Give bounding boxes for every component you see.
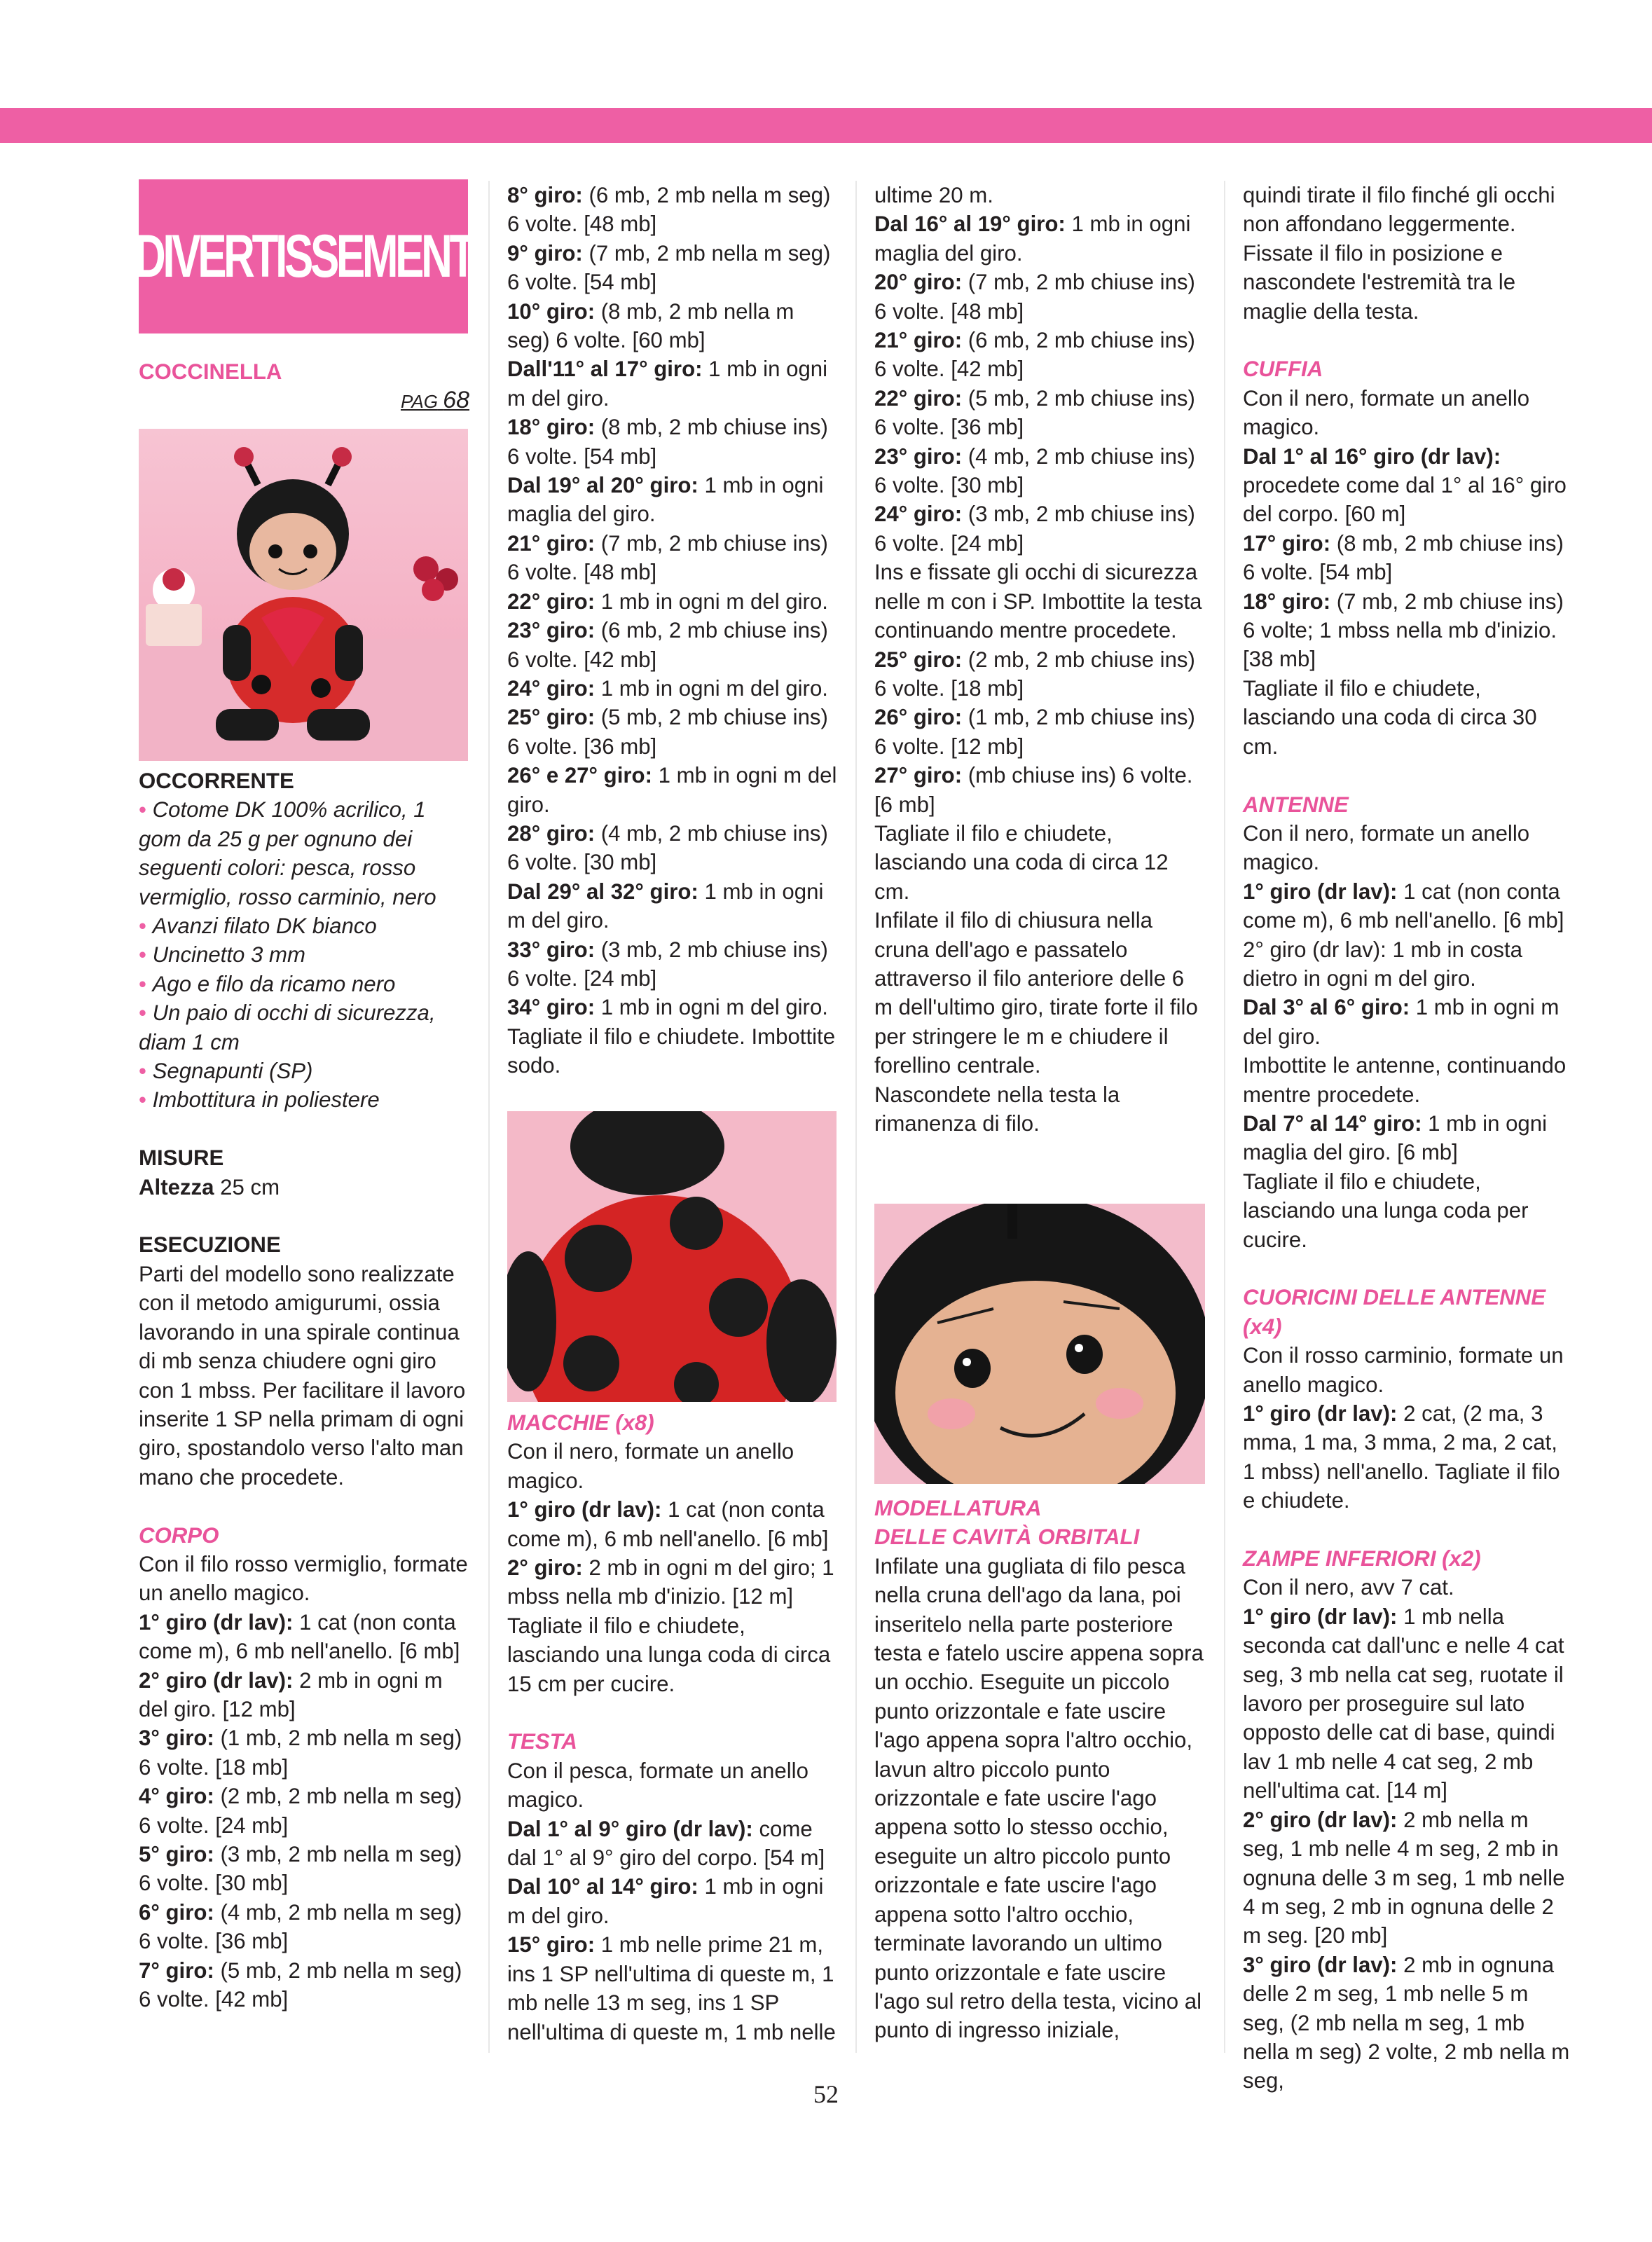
testa-mid-text: Ins e fissate gli occhi di sicurezza nelle m con i SP. Imbottite la testa continuando mentre procedete. xyxy=(874,560,1202,643)
testa-intro: Con il pesca, formate un anello magico. xyxy=(507,1758,808,1813)
testa-end-text: Nascondete nella testa la rimanenza di filo. xyxy=(874,1082,1120,1136)
material-item: • Cotome DK 100% acrilico, 1 gom da 25 g per ognuno dei seguenti colori: pesca, rosso vermiglio, rosso carminio, nero xyxy=(139,797,436,909)
heading-cuoricini: CUORICINI DELLE ANTENNE (x4) xyxy=(1243,1285,1546,1339)
column-2 xyxy=(507,181,838,1080)
antenne-intro: Con il nero, formate un anello magico. xyxy=(1243,820,1530,875)
cuoricini-intro: Con il rosso carminio, formate un anello magico. xyxy=(1243,1343,1564,1397)
instruction-row: Dall'11° al 17° giro: 1 mb in ogni m del giro. xyxy=(507,357,828,411)
heading-testa: TESTA xyxy=(507,1729,577,1754)
instruction-row: 17° giro: (8 mb, 2 mb chiuse ins) 6 volte. [54 mb] xyxy=(1243,530,1564,585)
instruction-row: 24° giro: (3 mb, 2 mb chiuse ins) 6 volte. [24 mb] xyxy=(874,502,1195,556)
material-item: • Segnapunti (SP) xyxy=(139,1059,313,1084)
instruction-row: 23° giro: (4 mb, 2 mb chiuse ins) 6 volte. [30 mb] xyxy=(874,443,1195,498)
instruction-row: 26° e 27° giro: 1 mb in ogni m del giro. xyxy=(507,763,837,817)
instruction-row: 22° giro: 1 mb in ogni m del giro. xyxy=(507,589,828,614)
instruction-row: 28° giro: (4 mb, 2 mb chiuse ins) 6 volte. [30 mb] xyxy=(507,820,828,875)
material-item: • Ago e filo da ricamo nero xyxy=(139,971,396,996)
column-divider xyxy=(1224,181,1225,2053)
instruction-row: 8° giro: (6 mb, 2 mb nella m seg) 6 volte. [48 mb] xyxy=(507,183,831,237)
antenne-end: Tagliate il filo e chiudete, lasciando una lunga coda per cucire. xyxy=(1243,1169,1529,1252)
instruction-row: Dal 3° al 6° giro: 1 mb in ogni m del giro. xyxy=(1243,995,1560,1049)
instruction-row: 24° giro: 1 mb in ogni m del giro. xyxy=(507,675,828,701)
top-pink-bar xyxy=(0,108,1652,143)
material-item: • Imbottitura in poliestere xyxy=(139,1087,380,1113)
macchie-end: Tagliate il filo e chiudete, lasciando una lunga coda di circa 15 cm per cucire. xyxy=(507,1613,831,1696)
heading-misure: MISURE xyxy=(139,1146,224,1171)
column-3 xyxy=(874,181,1205,1138)
testa-end-text: Tagliate il filo e chiudete, lasciando una coda di circa 12 cm. xyxy=(874,820,1169,904)
brand-box xyxy=(134,179,473,333)
modellatura-text: Infilate una gugliata di filo pesca nella cruna dell'ago da lana, poi inseritelo nella parte posteriore testa e fatelo uscire appena sopra un occhio. Eseguite un piccolo punto orizzontale e fate uscire l'ago appena sopra l'altro occhio, lavun altro piccolo punto orizzontale e fate uscire l'ago appena sotto lo stesso occhio, eseguite un altro piccolo punto orizzontale e fate uscire l'ago appena sotto l'altro occhio, terminate lavorando un ultimo punto orizzontale e fate uscire l'ago sul retro della testa, vicino al punto di ingresso iniziale, xyxy=(874,1553,1204,2043)
instruction-row: 23° giro: (6 mb, 2 mb chiuse ins) 6 volte. [42 mb] xyxy=(507,618,828,672)
material-item: • Uncinetto 3 mm xyxy=(139,942,305,968)
page-number: 52 xyxy=(813,2080,839,2108)
instruction-row: 1° giro (dr lav): 2 cat, (2 ma, 3 mma, 1 ma, 3 mma, 2 ma, 2 cat, 1 mbss) nell'anello. Tagliate il filo e chiudete. xyxy=(1243,1401,1560,1513)
instruction-row: 6° giro: (4 mb, 2 mb nella m seg) 6 volte. [36 mb] xyxy=(139,1899,462,1954)
ladybug-body-closeup-photo xyxy=(507,1111,837,1402)
instruction-row: 25° giro: (5 mb, 2 mb chiuse ins) 6 volte. [36 mb] xyxy=(507,705,828,759)
instruction-row: 7° giro: (5 mb, 2 mb nella m seg) 6 volte. [42 mb] xyxy=(139,1958,462,2012)
instruction-row: 1° giro (dr lav): 1 cat (non conta come m), 6 mb nell'anello. [6 mb] xyxy=(1243,879,1564,933)
column-3-lower xyxy=(874,1494,1205,2045)
page-reference: PAG 68 xyxy=(400,387,469,414)
instruction-row: Dal 1° al 16° giro (dr lav): procedete come dal 1° al 16° giro del corpo. [60 m] xyxy=(1243,443,1567,527)
column-4 xyxy=(1243,181,1574,2096)
instruction-row: Dal 1° al 9° giro (dr lav): come dal 1° al 9° giro del corpo. [54 m] xyxy=(507,1816,825,1871)
instruction-row: 3° giro (dr lav): 2 mb in ognuna delle 2 m seg, 1 mb nelle 5 m seg, (2 mb nella m seg, 1 mb nella m seg) 2 volte, 2 mb nella m seg, xyxy=(1243,1952,1570,2093)
macchie-intro: Con il nero, formate un anello magico. xyxy=(507,1439,794,1493)
heading-modellatura: MODELLATURA DELLE CAVITÀ ORBITALI xyxy=(874,1496,1140,1550)
column-divider xyxy=(855,181,857,2053)
ladybug-amigurumi-photo xyxy=(139,429,468,761)
instruction-row: 2° giro: 2 mb in ogni m del giro; 1 mbss nella mb d'inizio. [12 m] xyxy=(507,1555,834,1609)
heading-esecuzione: ESECUZIONE xyxy=(139,1232,281,1258)
instruction-row: 1° giro (dr lav): 1 mb nella seconda cat dall'unc e nelle 4 cat seg, 3 mb nella cat seg, ruotate il lavoro per proseguire sul lato opposto delle cat di base, quindi lav 1 mb nelle 4 cat seg, 2 mb nell'ultima cat. [14 m] xyxy=(1243,1604,1564,1803)
instruction-row: Dal 16° al 19° giro: 1 mb in ogni maglia del giro. xyxy=(874,212,1191,266)
instruction-row: Dal 29° al 32° giro: 1 mb in ogni m del giro. xyxy=(507,879,824,933)
column-1-text xyxy=(139,766,469,2014)
heading-occorrente: OCCORRENTE xyxy=(139,769,294,793)
instruction-row: 2° giro (dr lav): 2 mb in ogni m del giro. [12 mb] xyxy=(139,1667,443,1721)
corpo-end-text: Tagliate il filo e chiudete. Imbottite sodo. xyxy=(507,1024,836,1078)
instruction-row: 20° giro: (7 mb, 2 mb chiuse ins) 6 volte. [48 mb] xyxy=(874,270,1195,324)
instruction-row: Dal 10° al 14° giro: 1 mb in ogni m del giro. xyxy=(507,1874,824,1928)
zampe-intro: Con il nero, avv 7 cat. xyxy=(1243,1575,1454,1600)
material-item: • Un paio di occhi di sicurezza, diam 1 cm xyxy=(139,1000,436,1054)
column-divider xyxy=(488,181,490,2053)
testa-end-text: Infilate il filo di chiusura nella cruna dell'ago e passatelo attraverso il filo anteriore delle 6 m dell'ultimo giro, tirate forte il filo per stringere le m e chiudere il forellino centrale. xyxy=(874,908,1198,1078)
instruction-row: Dal 19° al 20° giro: 1 mb in ogni maglia del giro. xyxy=(507,473,824,527)
instruction-row: 21° giro: (6 mb, 2 mb chiuse ins) 6 volte. [42 mb] xyxy=(874,328,1195,382)
heading-cuffia: CUFFIA xyxy=(1243,357,1323,382)
heading-antenne: ANTENNE xyxy=(1243,792,1349,817)
instruction-row: 3° giro: (1 mb, 2 mb nella m seg) 6 volte. [18 mb] xyxy=(139,1726,462,1780)
instruction-row: 27° giro: (mb chiuse ins) 6 volte. [6 mb] xyxy=(874,763,1193,817)
corpo-intro: Con il filo rosso vermiglio, formate un anello magico. xyxy=(139,1551,468,1606)
instruction-row: 1° giro (dr lav): 1 cat (non conta come m), 6 mb nell'anello. [6 mb] xyxy=(507,1497,829,1551)
modellatura-continued: Fissate il filo in posizione e nascondete l'estremità tra le maglie della testa. xyxy=(1243,240,1516,324)
pattern-title: COCCINELLA xyxy=(139,359,282,384)
material-item: • Avanzi filato DK bianco xyxy=(139,914,377,939)
instruction-row: 18° giro: (8 mb, 2 mb chiuse ins) 6 volte. [54 mb] xyxy=(507,415,828,469)
brand-title: DIVERTISSEMENT xyxy=(134,222,473,290)
instruction-row: 21° giro: (7 mb, 2 mb chiuse ins) 6 volte. [48 mb] xyxy=(507,530,828,585)
testa-continued: ultime 20 m. xyxy=(874,183,993,207)
cuffia-intro: Con il nero, formate un anello magico. xyxy=(1243,385,1530,440)
heading-corpo: CORPO xyxy=(139,1522,219,1548)
esecuzione-text: Parti del modello sono realizzate con il metodo amigurumi, ossia lavorando in una spirale continua di mb senza chiudere ogni giro con 1 mbss. Per facilitare il lavoro inserite 1 SP nella primam di ogni giro, spostandolo verso l'alto man mano che procedete. xyxy=(139,1261,466,1490)
instruction-row: 10° giro: (8 mb, 2 mb nella m seg) 6 volte. [60 mb] xyxy=(507,298,794,353)
ladybug-face-closeup-photo xyxy=(874,1204,1205,1484)
instruction-row: 2° giro (dr lav): 1 mb in costa dietro in ogni m del giro. xyxy=(1243,937,1522,991)
instruction-row: 9° giro: (7 mb, 2 mb nella m seg) 6 volte. [54 mb] xyxy=(507,240,831,295)
misure-text: Altezza 25 cm xyxy=(139,1174,280,1199)
instruction-row: 18° giro: (7 mb, 2 mb chiuse ins) 6 volte; 1 mbss nella mb d'inizio. [38 mb] xyxy=(1243,589,1564,672)
antenne-mid: Imbottite le antenne, continuando mentre procedete. xyxy=(1243,1053,1567,1107)
instruction-row: 22° giro: (5 mb, 2 mb chiuse ins) 6 volte. [36 mb] xyxy=(874,385,1195,440)
cuffia-end: Tagliate il filo e chiudete, lasciando una coda di circa 30 cm. xyxy=(1243,675,1537,759)
instruction-row: 4° giro: (2 mb, 2 mb nella m seg) 6 volte. [24 mb] xyxy=(139,1784,462,1838)
instruction-row: 33° giro: (3 mb, 2 mb chiuse ins) 6 volte. [24 mb] xyxy=(507,937,828,991)
column-2-lower xyxy=(507,1408,838,2047)
instruction-row: 5° giro: (3 mb, 2 mb nella m seg) 6 volte. [30 mb] xyxy=(139,1841,462,1896)
heading-zampe: ZAMPE INFERIORI (x2) xyxy=(1243,1546,1481,1572)
instruction-row: Dal 7° al 14° giro: 1 mb in ogni maglia del giro. [6 mb] xyxy=(1243,1110,1548,1165)
instruction-row: 25° giro: (2 mb, 2 mb chiuse ins) 6 volte. [18 mb] xyxy=(874,647,1195,701)
instruction-row: 2° giro (dr lav): 2 mb nella m seg, 1 mb nelle 4 m seg, 2 mb in ognuna delle 3 m seg, 1 mb nelle 4 m seg, 2 mb in ognuna delle 2 m seg. [20 mb] xyxy=(1243,1807,1565,1948)
instruction-row: 34° giro: 1 mb in ogni m del giro. xyxy=(507,995,828,1020)
instruction-row: 15° giro: 1 mb nelle prime 21 m, ins 1 SP nell'ultima di queste m, 1 mb nelle 13 m seg, ins 1 SP nell'ultima di queste m, 1 mb nelle xyxy=(507,1932,836,2044)
column-1 xyxy=(139,357,469,417)
instruction-row: 26° giro: (1 mb, 2 mb chiuse ins) 6 volte. [12 mb] xyxy=(874,705,1195,759)
modellatura-continued: quindi tirate il filo finché gli occhi non affondano leggermente. xyxy=(1243,183,1555,237)
instruction-row: 1° giro (dr lav): 1 cat (non conta come m), 6 mb nell'anello. [6 mb] xyxy=(139,1609,460,1664)
heading-macchie: MACCHIE (x8) xyxy=(507,1410,654,1435)
